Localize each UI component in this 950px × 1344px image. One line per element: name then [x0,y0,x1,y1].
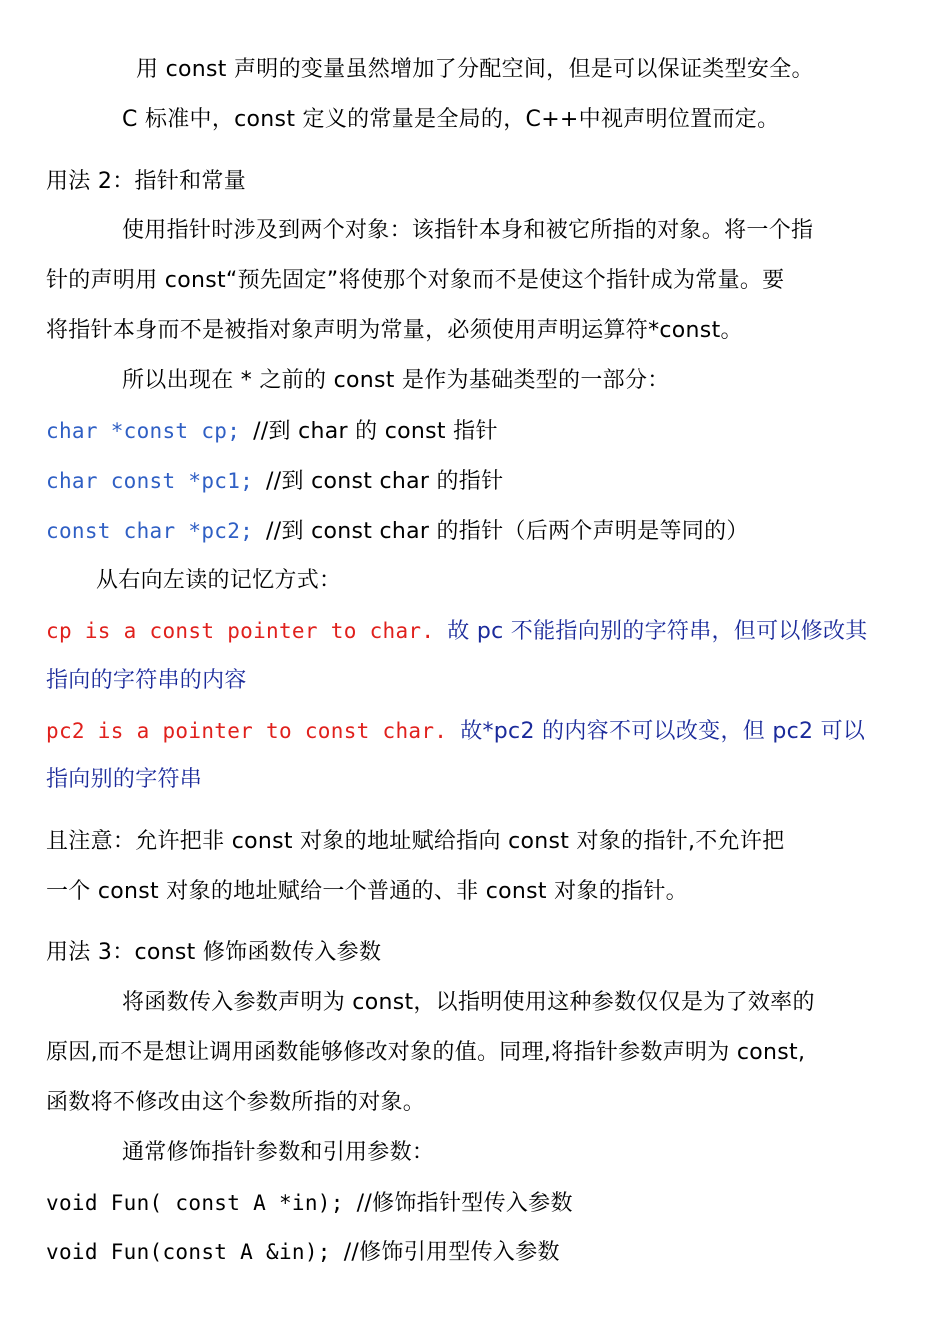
code-snippet: char const *pc1; [46,469,267,493]
rule-1-line-2: 指向的字符串的内容 [46,668,247,693]
code-snippet: void Fun(const A &in); [46,1240,344,1264]
paragraph-pointer-line-2: 针的声明用 const“预先固定”将使那个对象而不是使这个指针成为常量。要 [46,268,785,293]
rule-chinese: 故*pc2 的内容不可以改变，但 pc2 可以 [460,719,866,744]
code-comment: //到 char 的 const 指针 [253,419,498,444]
code-line-5 [46,1237,910,1268]
code-snippet: const char *pc2; [46,519,267,543]
paragraph-read-right-to-left: 从右向左读的记忆方式： [96,568,342,593]
heading-usage-3: 用法 3：const 修饰函数传入参数 [46,940,382,965]
code-line-4 [46,1188,910,1219]
rule-chinese: 故 pc 不能指向别的字符串，但可以修改其 [447,619,868,644]
paragraph-param-line-3: 函数将不修改由这个参数所指的对象。 [46,1090,426,1115]
code-comment: //修饰引用型传入参数 [343,1240,560,1265]
paragraph-c-standard: C 标准中，const 定义的常量是全局的，C++中视声明位置而定。 [122,107,780,132]
paragraph-param-line-1: 将函数传入参数声明为 const，以指明使用这种参数仅仅是为了效率的 [122,990,815,1015]
paragraph-pointer-line-3: 将指针本身而不是被指对象声明为常量，必须使用声明运算符*const。 [46,318,743,343]
code-comment: //到 const char 的指针 [266,469,504,494]
code-line-2 [46,466,910,497]
paragraph-param-line-2: 原因,而不是想让调用函数能够修改对象的值。同理,将指针参数声明为 const, [46,1040,806,1065]
paragraph-pointer-line-1: 使用指针时涉及到两个对象：该指针本身和被它所指的对象。将一个指 [122,218,814,243]
rule-1-line-1 [46,616,910,647]
code-comment: //到 const char 的指针（后两个声明是等同的） [266,519,749,544]
note-line-1: 且注意：允许把非 const 对象的地址赋给指向 const 对象的指针,不允许把 [46,829,785,854]
paragraph-usual-modifiers: 通常修饰指针参数和引用参数： [122,1140,435,1165]
rule-english: pc2 is a pointer to const char. [46,719,461,743]
code-comment: //修饰指针型传入参数 [356,1191,573,1216]
code-snippet: void Fun( const A *in); [46,1191,357,1215]
code-line-3 [46,516,910,547]
paragraph-base-type: 所以出现在 * 之前的 const 是作为基础类型的一部分： [122,368,670,393]
heading-usage-2: 用法 2：指针和常量 [46,169,246,194]
paragraph-const-type-safety: 用 const 声明的变量虽然增加了分配空间，但是可以保证类型安全。 [136,57,814,82]
code-snippet: char *const cp; [46,419,254,443]
rule-english: cp is a const pointer to char. [46,619,448,643]
note-line-2: 一个 const 对象的地址赋给一个普通的、非 const 对象的指针。 [46,879,688,904]
rule-2-line-1 [46,716,910,747]
code-line-1 [46,416,910,447]
rule-2-line-2: 指向别的字符串 [46,767,203,792]
